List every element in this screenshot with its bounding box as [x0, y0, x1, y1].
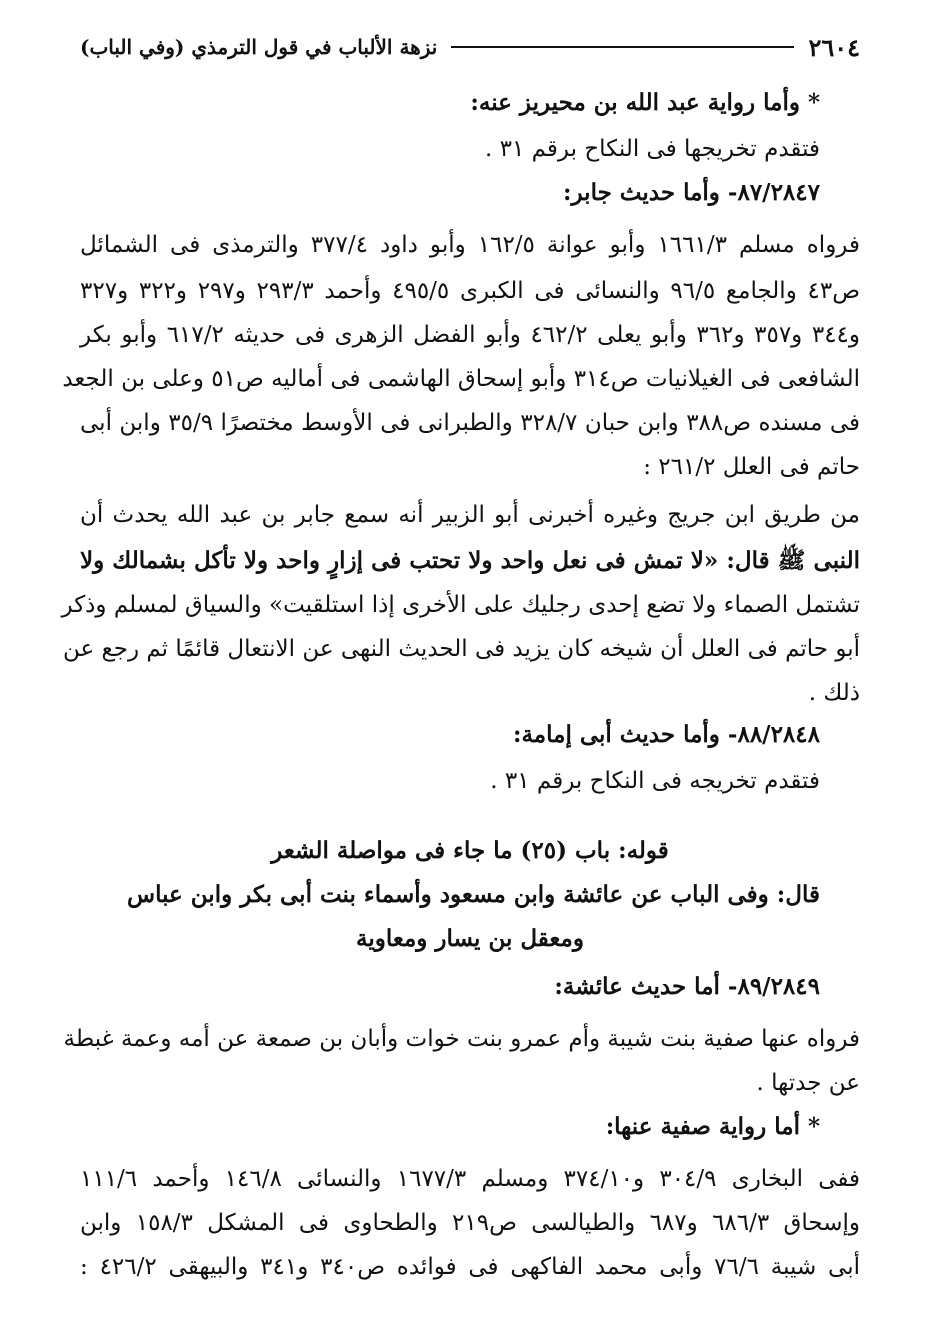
- text-line: فرواه مسلم ١٦٦١/٣ وأبو عوانة ١٦٢/٥ وأبو داود ٣٧٧/٤ والترمذى فى الشمائل: [80, 232, 860, 258]
- text-line: * وأما رواية عبد الله بن محيريز عنه:: [470, 89, 820, 116]
- text-line: ذلك .: [808, 680, 860, 706]
- text-line: فرواه عنها صفية بنت شيبة وأم عمرو بنت خوات وأبان بن صمعة عن أمه وعمة غبطة: [63, 1026, 860, 1052]
- text-line: تشتمل الصماء ولا تضع إحدى رجليك على الأخرى إذا استلقيت» والسياق لمسلم وذكر: [61, 592, 860, 618]
- text-line: فى مسنده ص٣٨٨ وابن حبان ٣٢٨/٧ والطبرانى فى الأوسط مختصرًا ٣٥/٩ وابن أبى: [80, 410, 860, 436]
- chapter-heading: قوله: باب (٢٥) ما جاء فى مواصلة الشعر: [271, 837, 669, 864]
- text-line: فتقدم تخريجه فى النكاح برقم ٣١ .: [490, 768, 820, 794]
- text-line: من طريق ابن جريج وغيره أخبرنى أبو الزبير أنه سمع جابر بن عبد الله يحدث أن: [80, 502, 860, 528]
- section-heading: ٨٩/٢٨٤٩- أما حديث عائشة:: [554, 973, 820, 1000]
- text-line: أبو حاتم فى العلل أن شيخه كان يزيد فى الحديث النهى عن الانتعال قائمًا ثم رجع عن: [62, 636, 860, 662]
- text-line: * أما رواية صفية عنها:: [605, 1113, 820, 1140]
- page-header: [80, 30, 860, 64]
- text-line: ص٤٣ والجامع ٩٦/٥ والنسائى فى الكبرى ٤٩٥/٥ وأحمد ٢٩٣/٣ و٢٩٧ و٣٢٢ و٣٢٧: [80, 278, 861, 304]
- text-line: وإسحاق ٦٨٦/٣ و٦٨٧ والطيالسى ص٢١٩ والطحاوى فى المشكل ١٥٨/٣ وابن: [80, 1210, 861, 1236]
- chapter-subheading: ومعقل بن يسار ومعاوية: [356, 925, 584, 952]
- text-line: فتقدم تخريجها فى النكاح برقم ٣١ .: [484, 136, 820, 162]
- page-number: ٢٦٠٤: [808, 32, 860, 62]
- header-rule: [451, 46, 794, 48]
- section-heading: ٨٧/٢٨٤٧- وأما حديث جابر:: [562, 179, 820, 206]
- running-title: نزهة الألباب في قول الترمذي (وفي الباب): [80, 35, 438, 59]
- text-line: النبى ﷺ قال: «لا تمش فى نعل واحد ولا تحتب فى إزارٍ واحد ولا تأكل بشمالك ولا: [80, 547, 860, 574]
- text-line: و٣٤٤ و٣٥٧ و٣٦٢ وأبو يعلى ٤٦٢/٢ وأبو الفضل الزهرى فى حديثه ٦١٧/٢ وأبو بكر: [80, 322, 861, 348]
- text-line: الشافعى فى الغيلانيات ص٣١٤ وأبو إسحاق الهاشمى فى أماليه ص٥١ وعلى بن الجعد: [62, 366, 860, 392]
- text-line: حاتم فى العلل ٢٦١/٢ :: [643, 454, 860, 480]
- chapter-subheading: قال: وفى الباب عن عائشة وابن مسعود وأسماء بنت أبى بكر وابن عباس: [127, 881, 820, 908]
- text-line: أبى شيبة ٧٦/٦ وأبى محمد الفاكهى فى فوائده ص٣٤٠ و٣٤١ والبيهقى ٤٢٦/٢ :: [80, 1254, 861, 1280]
- text-line: ففى البخارى ٣٠٤/٩ و٣٧٤/١٠ ومسلم ١٦٧٧/٣ والنسائى ١٤٦/٨ وأحمد ١١١/٦: [80, 1166, 860, 1192]
- section-heading: ٨٨/٢٨٤٨- وأما حديث أبى إمامة:: [512, 721, 820, 748]
- text-line: عن جدتها .: [756, 1070, 860, 1096]
